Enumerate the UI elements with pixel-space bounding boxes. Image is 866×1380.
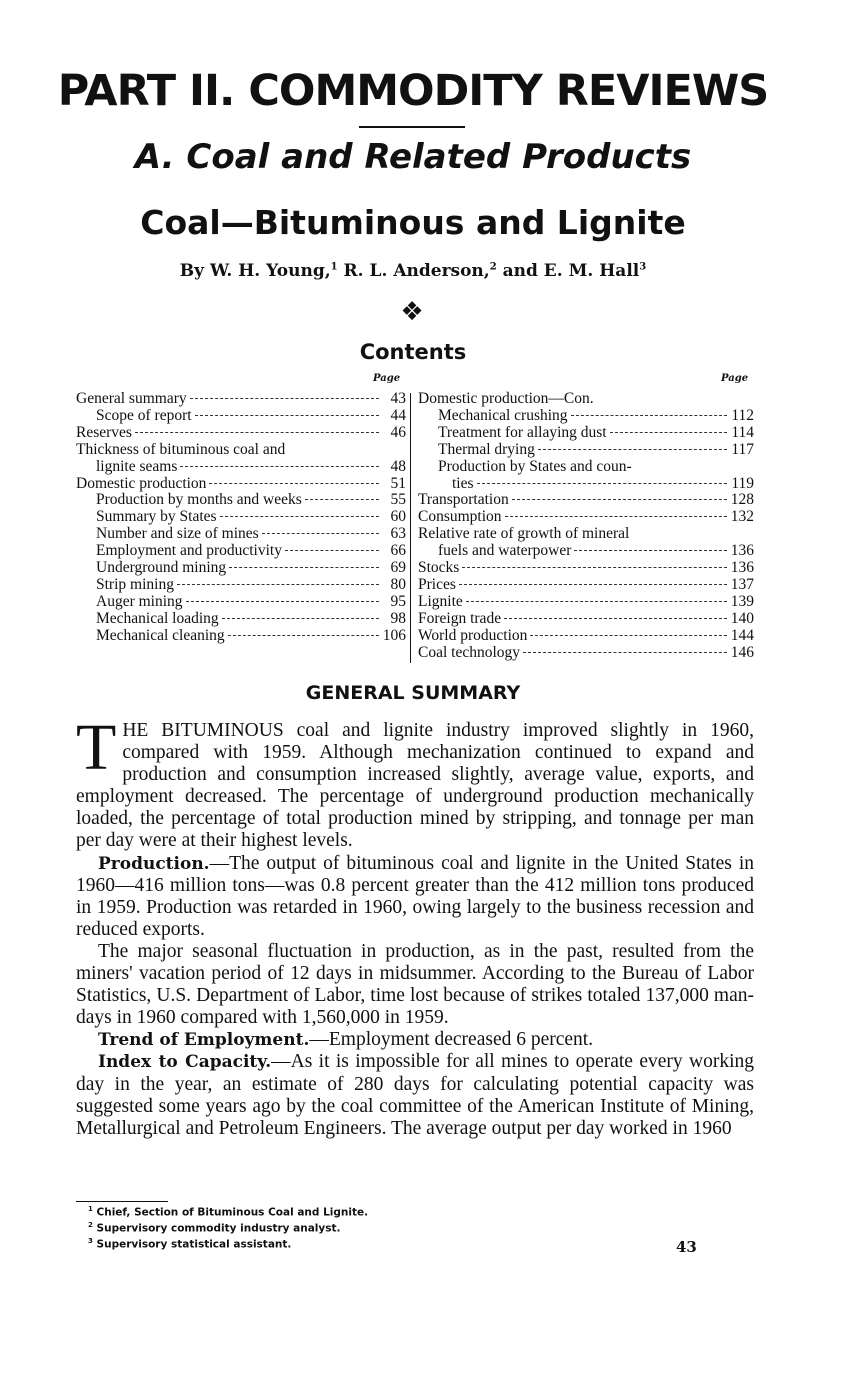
toc-entry-label: Relative rate of growth of mineral: [418, 525, 630, 543]
paragraph-production: [76, 853, 754, 941]
paragraph-production-text: —The output of bituminous coal and lignite in the United States in 1960—416 million tons—was 0.8 percent greater than the 412 million tons produced in 1959. Production was retarded in 1960, owing largely to the business recession and reduced exports.: [76, 852, 754, 940]
toc-entry-page: 44: [390, 406, 406, 424]
toc-leader-dots: [504, 618, 727, 619]
toc-leader-dots: [195, 415, 379, 416]
toc-entry-label: General summary: [76, 390, 187, 407]
toc-leader-dots: [229, 567, 379, 568]
toc-entry: [418, 408, 754, 425]
toc-entry-label: Domestic production—Con.: [418, 390, 594, 407]
page-column-label-left: Page: [373, 373, 401, 384]
general-summary-heading: GENERAL SUMMARY: [305, 682, 521, 704]
toc-entry: [76, 577, 406, 594]
chapter-title: Coal—Bituminous and Lignite: [140, 203, 686, 242]
toc-entry: [418, 509, 754, 526]
toc-entry-page: 132: [730, 508, 754, 526]
byline-suffix: and E. M. Hall: [496, 261, 640, 281]
toc-entry: [76, 425, 406, 442]
toc-leader-dots: [523, 652, 727, 653]
toc-entry-page: 46: [390, 423, 406, 441]
toc-entry: [418, 425, 754, 442]
toc-leader-dots: [222, 618, 379, 619]
toc-entry-page: 119: [731, 474, 754, 492]
footnote-ref-2: 2: [489, 261, 497, 273]
toc-entry: [76, 611, 406, 628]
toc-entry-page: 63: [390, 525, 406, 543]
toc-entry: [76, 543, 406, 560]
toc-leader-dots: [135, 432, 379, 433]
drop-cap: T: [76, 711, 117, 784]
toc-entry-label: Foreign trade: [418, 609, 502, 627]
run-in-heading-capacity: Index to Capacity.: [98, 1052, 272, 1073]
toc-entry: [418, 560, 754, 577]
footnote-1: $^1$ Chief, Section of Bituminous Coal and Lignite.: [88, 1205, 369, 1219]
part-title: PART II. COMMODITY REVIEWS: [57, 66, 769, 116]
paragraph-capacity-text: —As it is impossible for all mines to operate every working day in the year, an estimate of 280 days for calculating potential capacity was suggested some years ago by the coal committee of the American Institute of Mining, Metallurgical and Petroleum Engineers. The average output per day worked in 1960: [76, 1051, 754, 1139]
toc-entry-label: Underground mining: [96, 559, 227, 577]
paragraph-intro-text: HE BITUMINOUS coal and lignite industry improved slightly in 1960, compared with 1959. Although mechanization continued to expand and production and consumption increased slightly, average value, exports, and employment decreased. The percentage of underground production mechanically loaded, the percentage of total production mined by stripping, and tonnage per man per day were at their highest levels.: [76, 720, 754, 852]
toc-entry-page: 136: [730, 559, 754, 577]
toc-entry-page: 55: [390, 491, 406, 509]
byline-prefix: By W. H. Young,: [179, 261, 331, 281]
toc-entry-label: Employment and productivity: [96, 542, 282, 560]
toc-entry-label: Mechanical cleaning: [96, 626, 225, 644]
toc-entry-label: Lignite: [418, 592, 463, 610]
section-title: A. Coal and Related Products: [134, 137, 692, 177]
toc-entry: [418, 628, 754, 645]
footnotes: [88, 1203, 488, 1251]
toc-entry-page: 146: [730, 643, 754, 661]
toc-leader-dots: [571, 415, 727, 416]
byline-middle: R. L. Anderson,: [337, 261, 490, 281]
contents-right-column: [418, 391, 754, 662]
body-text: [76, 711, 754, 1140]
toc-entry-label: Treatment for allaying dust: [438, 423, 607, 441]
footnote-ref-3: 3: [639, 261, 647, 273]
toc-entry: [76, 594, 406, 611]
toc-entry-label: Number and size of mines: [96, 525, 259, 543]
toc-leader-dots: [538, 449, 727, 450]
toc-entry: [418, 577, 754, 594]
toc-leader-dots: [228, 635, 379, 636]
toc-entry: [418, 594, 754, 611]
footnote-rule: [76, 1201, 168, 1202]
toc-entry-label: Production by States and coun-: [438, 457, 632, 475]
footnote-ref-1: 1: [330, 261, 338, 273]
toc-entry-label: Mechanical crushing: [438, 406, 568, 424]
toc-entry-page: 69: [390, 559, 406, 577]
toc-leader-dots: [530, 635, 727, 636]
toc-leader-dots: [209, 483, 379, 484]
toc-leader-dots: [220, 516, 379, 517]
paragraph-capacity: [76, 1051, 754, 1139]
toc-entry-label: ties: [452, 474, 474, 492]
toc-entry: [76, 509, 406, 526]
toc-entry-label: Consumption: [418, 508, 502, 526]
toc-leader-dots: [285, 550, 379, 551]
toc-leader-dots: [186, 601, 379, 602]
toc-entry: [76, 492, 406, 509]
toc-entry-label: Thermal drying: [438, 440, 535, 458]
toc-entry-page: 48: [390, 457, 406, 475]
toc-entry: [418, 391, 754, 408]
run-in-heading-production: Production.: [98, 853, 210, 874]
toc-leader-dots: [505, 516, 727, 517]
toc-entry: [418, 526, 754, 543]
toc-entry: [76, 476, 406, 493]
paragraph-employment-text: —Employment decreased 6 percent.: [309, 1029, 594, 1051]
toc-leader-dots: [466, 601, 727, 602]
toc-entry-page: 137: [730, 575, 754, 593]
toc-leader-dots: [610, 432, 727, 433]
toc-entry-label: fuels and waterpower: [438, 542, 572, 560]
toc-entry-label: Strip mining: [96, 575, 174, 593]
toc-entry-page: 139: [730, 592, 754, 610]
toc-leader-dots: [180, 466, 379, 467]
toc-leader-dots: [177, 584, 379, 585]
paragraph-intro: [76, 711, 754, 853]
toc-entry-label: Summary by States: [96, 508, 217, 526]
toc-leader-dots: [477, 483, 727, 484]
toc-entry: [418, 459, 754, 476]
toc-entry: [76, 526, 406, 543]
toc-entry-page: 60: [390, 508, 406, 526]
byline: [0, 261, 826, 281]
toc-entry: [418, 492, 754, 509]
contents-heading: Contents: [359, 340, 467, 364]
contents-left-column: [76, 391, 406, 645]
toc-entry-page: 117: [731, 440, 754, 458]
toc-entry-label: Reserves: [76, 423, 132, 441]
toc-entry: [418, 611, 754, 628]
toc-entry-label: Production by months and weeks: [96, 491, 302, 509]
toc-entry-label: Mechanical loading: [96, 609, 219, 627]
toc-entry-page: 112: [731, 406, 754, 424]
toc-entry-label: Scope of report: [96, 406, 192, 424]
toc-entry-page: 106: [382, 626, 406, 644]
toc-leader-dots: [190, 398, 379, 399]
ornament-icon: ❖: [400, 297, 424, 327]
toc-entry-label: Coal technology: [418, 643, 521, 661]
toc-leader-dots: [459, 584, 727, 585]
toc-leader-dots: [262, 533, 379, 534]
toc-entry-page: 144: [730, 626, 754, 644]
title-rule: [359, 126, 465, 128]
toc-entry-page: 80: [390, 575, 406, 593]
paragraph-employment: [76, 1029, 754, 1051]
toc-entry-page: 98: [390, 609, 406, 627]
toc-entry: [418, 476, 754, 493]
toc-entry-label: lignite seams: [96, 457, 178, 475]
toc-entry-page: 136: [730, 542, 754, 560]
toc-entry-label: Thickness of bituminous coal and: [76, 440, 286, 458]
run-in-heading-employment: Trend of Employment.: [98, 1030, 310, 1051]
toc-entry-label: Domestic production: [76, 474, 207, 492]
toc-leader-dots: [462, 567, 727, 568]
toc-entry: [76, 459, 406, 476]
footnote-3: $^3$ Supervisory statistical assistant.: [88, 1237, 292, 1251]
paragraph-seasonal: The major seasonal fluctuation in production, as in the past, resulted from the miners' vacation period of 12 days in midsummer. According to the Bureau of Labor Statistics, U.S. Department of Labor, time lost because of strikes totaled 137,000 man-days in 1960 compared with 1,560,000 in 1959.: [76, 940, 754, 1029]
footnote-2: $^2$ Supervisory commodity industry analyst.: [88, 1221, 341, 1235]
toc-entry-page: 51: [390, 474, 406, 492]
toc-entry-page: 43: [390, 390, 406, 407]
toc-entry: [76, 408, 406, 425]
toc-leader-dots: [574, 550, 727, 551]
toc-entry: [76, 560, 406, 577]
toc-entry: [418, 442, 754, 459]
toc-entry-label: Transportation: [418, 491, 509, 509]
toc-leader-dots: [512, 499, 727, 500]
toc-entry: [76, 442, 406, 459]
toc-entry: [76, 391, 406, 408]
toc-entry-page: 140: [730, 609, 754, 627]
page-column-label-right: Page: [721, 373, 749, 384]
toc-entry-page: 95: [390, 592, 406, 610]
toc-leader-dots: [305, 499, 379, 500]
toc-entry-page: 128: [730, 491, 754, 509]
toc-entry: [76, 628, 406, 645]
toc-entry: [418, 645, 754, 662]
toc-entry-label: Auger mining: [96, 592, 183, 610]
toc-entry-page: 114: [731, 423, 754, 441]
toc-entry-label: Stocks: [418, 559, 460, 577]
toc-entry-label: World production: [418, 626, 528, 644]
contents-divider: [410, 393, 411, 663]
toc-entry-label: Prices: [418, 575, 456, 593]
toc-entry: [418, 543, 754, 560]
page-number: 43: [676, 1238, 697, 1256]
toc-entry-page: 66: [390, 542, 406, 560]
